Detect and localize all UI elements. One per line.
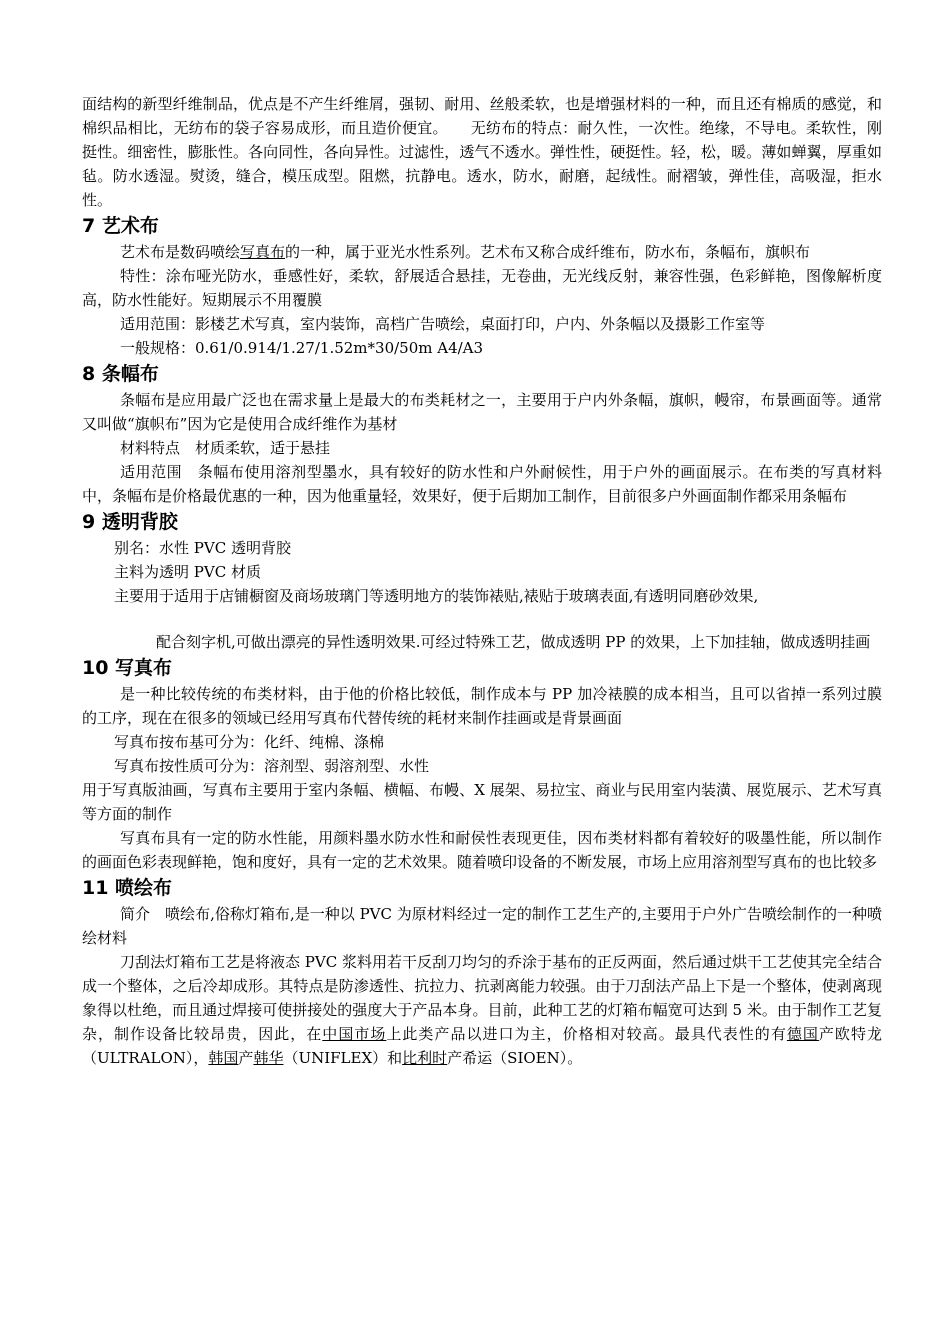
section-8-paragraph: 条幅布是应用最广泛也在需求量上是最大的布类耗材之一，主要用于户内外条幅，旗帜，幔帘，布景画面等。通常又叫做“旗帜布”因为它是使用合成纤维作为基材 <box>82 391 882 433</box>
section-9-extra: 配合刻字机,可做出漂亮的异性透明效果.可经过特殊工艺，做成透明 PP 的效果，上下加挂轴，做成透明挂画 <box>156 633 871 651</box>
link-hanwha[interactable]: 韩华 <box>253 1049 284 1067</box>
text-run: 艺术布是数码喷绘 <box>120 243 241 261</box>
section-7-features: 特性：涂布哑光防水，垂感性好，柔软，舒展适合悬挂，无卷曲，无光线反射，兼容性强，色彩鲜艳，图像解析度高，防水性能好。短期展示不用覆膜 <box>82 267 882 309</box>
section-7-heading: 7 艺术布 <box>82 215 159 237</box>
section-8-usage: 适用范围 条幅布使用溶剂型墨水，具有较好的防水性和户外耐候性，用于户外的画面展示。在布类的写真材料中，条幅布是价格最优惠的一种，因为他重量轻，效果好，便于后期加工制作，目前很多户外画面制作都采用条幅布 <box>82 463 882 505</box>
section-11-process <box>82 950 882 1070</box>
section-8-heading: 8 条幅布 <box>82 363 159 385</box>
text-run: （UNIFLEX）和 <box>283 1049 403 1067</box>
link-xiezhenbu[interactable]: 写真布 <box>240 243 286 261</box>
section-10-base: 写真布按布基可分为：化纤、纯棉、涤棉 <box>114 733 385 751</box>
section-7-spec: 一般规格：0.61/0.914/1.27/1.52m*30/50m A4/A3 <box>120 339 484 357</box>
section-11-heading: 11 喷绘布 <box>82 877 173 899</box>
text-run: 产欧特龙（ULTRALON）， <box>82 1025 882 1067</box>
section-7-paragraph <box>82 240 882 264</box>
text-run: 上此类产品以进口为主，价格相对较高。最具代表性的有 <box>386 1025 787 1043</box>
section-10-heading: 10 写真布 <box>82 657 173 679</box>
section-9-heading: 9 透明背胶 <box>82 511 178 533</box>
document-page <box>82 92 882 1070</box>
link-china-market[interactable]: 中国市场 <box>322 1025 387 1043</box>
section-9-usage: 主要用于适用于店铺橱窗及商场玻璃门等透明地方的装饰裱贴,裱贴于玻璃表面,有透明同磨砂效果, <box>114 587 759 605</box>
link-belgium[interactable]: 比利时 <box>402 1049 448 1067</box>
text-run: 产希运（SIOEN）。 <box>447 1049 583 1067</box>
section-7-usage: 适用范围：影楼艺术写真，室内装饰，高档广告喷绘，桌面打印，户内、外条幅以及摄影工作室等 <box>120 315 766 333</box>
text-run: 产 <box>238 1049 254 1067</box>
section-9-material: 主料为透明 PVC 材质 <box>114 563 261 581</box>
section-10-performance: 写真布具有一定的防水性能，用颜料墨水防水性和耐侯性表现更佳，因布类材料都有着较好的吸墨性能，所以制作的画面色彩表现鲜艳，饱和度好，具有一定的艺术效果。随着喷印设备的不断发展，市场上应用溶剂型写真布的也比较多 <box>82 829 882 871</box>
section-10-usage: 用于写真版油画，写真布主要用于室内条幅、横幅、布幔、X 展架、易拉宝、商业与民用室内装潢、展览展示、艺术写真等方面的制作 <box>82 781 882 823</box>
section-9-alias: 别名：水性 PVC 透明背胶 <box>114 539 291 557</box>
section-10-type: 写真布按性质可分为：溶剂型、弱溶剂型、水性 <box>114 757 430 775</box>
link-korea[interactable]: 韩国 <box>208 1049 239 1067</box>
text-run: 的一种，属于亚光水性系列。艺术布又称合成纤维布，防水布，条幅布，旗帜布 <box>285 243 811 261</box>
section-11-intro: 简介 喷绘布,俗称灯箱布,是一种以 PVC 为原材料经过一定的制作工艺生产的,主要用于户外广告喷绘制作的一种喷绘材料 <box>82 905 882 947</box>
section-10-paragraph: 是一种比较传统的布类材料，由于他的价格比较低，制作成本与 PP 加冷裱膜的成本相当，且可以省掉一系列过膜的工序，现在在很多的领域已经用写真布代替传统的耗材来制作挂画或是背景画面 <box>82 685 882 727</box>
section-8-material: 材料特点 材质柔软，适于悬挂 <box>120 439 331 457</box>
intro-paragraph: 面结构的新型纤维制品，优点是不产生纤维屑，强韧、耐用、丝般柔软，也是增强材料的一种，而且还有棉质的感觉，和棉织品相比，无纺布的袋子容易成形，而且造价便宜。 无纺布的特点：耐久性，一次性。绝缘，不导电。柔软性，刚挺性。细密性，膨胀性。各向同性，各向异性。过滤性，透气不透水。弹性性，硬挺性。轻，松，暖。薄如蝉翼，厚重如毡。防水透湿。熨烫，缝合，模压成型。阻燃，抗静电。透水，防水，耐磨，起绒性。耐褶皱，弹性佳，高吸湿，拒水性。 <box>82 95 882 209</box>
text-run: 刀刮法灯箱布工艺是将液态 PVC 浆料用若干反刮刀均匀的乔涂于基布的正反两面，然后通过烘干工艺使其完全结合成一个整体，之后冷却成形。其特点是防渗透性、抗拉力、抗剥离能力较强。由于刀刮法产品上下是一个整体，使剥离现象得以杜绝，而且通过焊接可使拼接处的强度大于产品本身。目前，此种工艺的灯箱布幅宽可达到 5 米。由于制作工艺复杂，制作设备比较昂贵，因此，在 <box>82 953 882 1043</box>
link-germany[interactable]: 德国 <box>786 1025 819 1043</box>
